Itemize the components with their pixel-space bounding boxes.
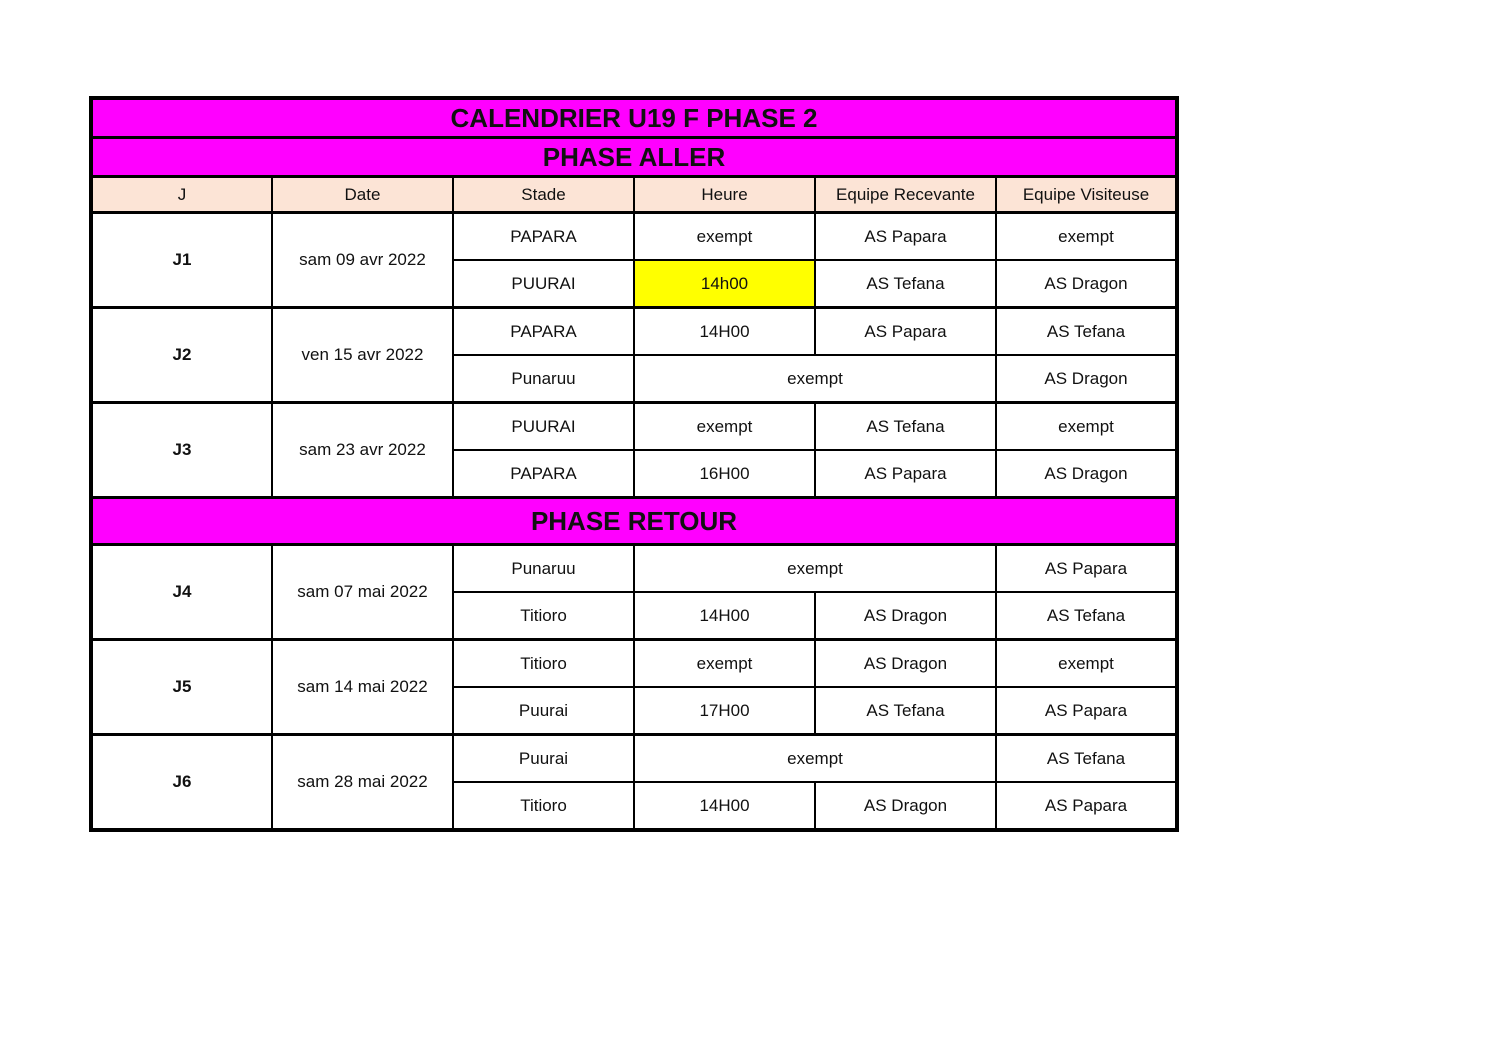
round-label: J6	[91, 735, 272, 831]
home-team-cell: AS Dragon	[815, 592, 996, 640]
exempt-merged-cell: exempt	[634, 355, 996, 403]
home-team-cell: AS Papara	[815, 308, 996, 356]
round-label: J3	[91, 403, 272, 498]
table-row	[91, 213, 1177, 261]
away-team-cell: AS Dragon	[996, 260, 1177, 308]
stade-cell: Puurai	[453, 687, 634, 735]
table-row	[91, 640, 1177, 688]
round-date: sam 14 mai 2022	[272, 640, 453, 735]
stade-cell: PAPARA	[453, 308, 634, 356]
table-row	[91, 545, 1177, 593]
phase-aller-heading: PHASE ALLER	[91, 138, 1177, 177]
away-team-cell: exempt	[996, 213, 1177, 261]
round-date: sam 07 mai 2022	[272, 545, 453, 640]
stade-cell: PUURAI	[453, 403, 634, 451]
away-team-cell: AS Papara	[996, 545, 1177, 593]
page-title: CALENDRIER U19 F PHASE 2	[91, 98, 1177, 138]
stade-cell: PAPARA	[453, 213, 634, 261]
phase-retour-row	[91, 498, 1177, 545]
away-team-cell: AS Dragon	[996, 355, 1177, 403]
heure-cell: 16H00	[634, 450, 815, 498]
home-team-cell: AS Tefana	[815, 687, 996, 735]
heure-cell: 14H00	[634, 782, 815, 830]
away-team-cell: AS Papara	[996, 782, 1177, 830]
round-label: J4	[91, 545, 272, 640]
heure-cell: 14H00	[634, 308, 815, 356]
heure-cell: exempt	[634, 403, 815, 451]
header-date: Date	[272, 177, 453, 213]
round-label: J5	[91, 640, 272, 735]
stade-cell: PUURAI	[453, 260, 634, 308]
exempt-merged-cell: exempt	[634, 735, 996, 783]
header-heure: Heure	[634, 177, 815, 213]
away-team-cell: AS Tefana	[996, 735, 1177, 783]
table-row	[91, 735, 1177, 783]
home-team-cell: AS Papara	[815, 450, 996, 498]
away-team-cell: AS Tefana	[996, 308, 1177, 356]
phase-retour-heading: PHASE RETOUR	[91, 498, 1177, 545]
heure-cell: exempt	[634, 640, 815, 688]
round-date: ven 15 avr 2022	[272, 308, 453, 403]
heure-cell: exempt	[634, 213, 815, 261]
table-row	[91, 308, 1177, 356]
round-label: J1	[91, 213, 272, 308]
away-team-cell: exempt	[996, 403, 1177, 451]
away-team-cell: AS Papara	[996, 687, 1177, 735]
exempt-merged-cell: exempt	[634, 545, 996, 593]
header-stade: Stade	[453, 177, 634, 213]
column-header-row	[91, 177, 1177, 213]
home-team-cell: AS Tefana	[815, 403, 996, 451]
stade-cell: Punaruu	[453, 355, 634, 403]
stade-cell: Punaruu	[453, 545, 634, 593]
stade-cell: Titioro	[453, 592, 634, 640]
stade-cell: Titioro	[453, 782, 634, 830]
away-team-cell: AS Tefana	[996, 592, 1177, 640]
header-j: J	[91, 177, 272, 213]
phase-aller-row	[91, 138, 1177, 177]
round-label: J2	[91, 308, 272, 403]
heure-cell: 17H00	[634, 687, 815, 735]
stade-cell: Puurai	[453, 735, 634, 783]
stade-cell: PAPARA	[453, 450, 634, 498]
round-date: sam 23 avr 2022	[272, 403, 453, 498]
heure-cell-highlighted: 14h00	[634, 260, 815, 308]
round-date: sam 28 mai 2022	[272, 735, 453, 831]
home-team-cell: AS Dragon	[815, 640, 996, 688]
header-away-team: Equipe Visiteuse	[996, 177, 1177, 213]
table-row	[91, 403, 1177, 451]
home-team-cell: AS Dragon	[815, 782, 996, 830]
heure-cell: 14H00	[634, 592, 815, 640]
away-team-cell: exempt	[996, 640, 1177, 688]
header-home-team: Equipe Recevante	[815, 177, 996, 213]
stade-cell: Titioro	[453, 640, 634, 688]
home-team-cell: AS Tefana	[815, 260, 996, 308]
home-team-cell: AS Papara	[815, 213, 996, 261]
round-date: sam 09 avr 2022	[272, 213, 453, 308]
away-team-cell: AS Dragon	[996, 450, 1177, 498]
title-row	[91, 98, 1177, 138]
schedule-table	[89, 96, 1179, 832]
